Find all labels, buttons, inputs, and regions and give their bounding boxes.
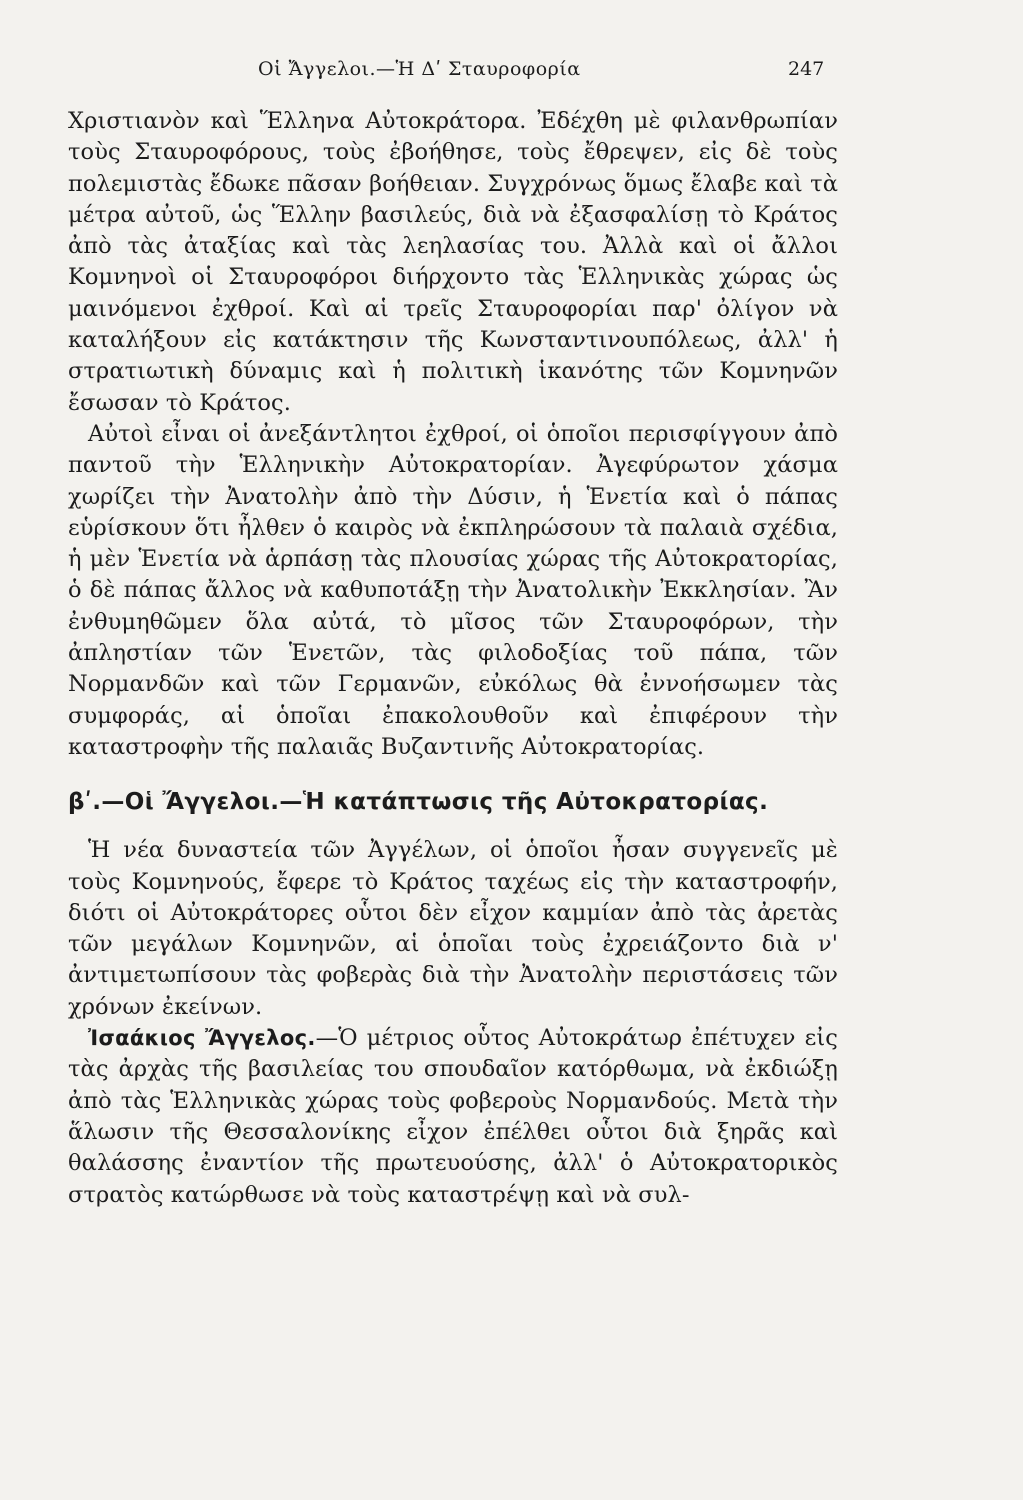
page-number: 247 (788, 58, 825, 80)
run-in-heading: Ἰσαάκιος Ἄγγελος. (88, 1026, 316, 1051)
paragraph-2: Αὐτοὶ εἶναι οἱ ἀνεξάντλητοι ἐχθροί, οἱ ὁποῖοι περισφίγγουν ἀπὸ παντοῦ τὴν Ἑλληνικὴν Αὐτοκρατορίαν. Ἀγεφύρωτον χάσμα χωρίζει τὴν Ἀνατολὴν ἀπὸ τὴν Δύσιν, ἡ Ἑνετία καὶ ὁ πάπας εὑρίσκουν ὅτι ἦλθεν ὁ καιρὸς νὰ ἐκπληρώσουν τὰ παλαιὰ σχέδια, ἡ μὲν Ἑνετία νὰ ἁρπάσῃ τὰς πλουσίας χώρας τῆς Αὐτοκρατορίας, ὁ δὲ πάπας ἄλλος νὰ καθυποτάξῃ τὴν Ἀνατολικὴν Ἐκκλησίαν. Ἂν ἐνθυμηθῶμεν ὅλα αὐτά, τὸ μῖσος τῶν Σταυροφόρων, τὴν ἀπληστίαν τῶν Ἑνετῶν, τὰς φιλοδοξίας τοῦ πάπα, τῶν Νορμανδῶν καὶ τῶν Γερμανῶν, εὐκόλως θὰ ἐννοήσωμεν τὰς συμφοράς, αἱ ὁποῖαι ἐπακολουθοῦν καὶ ἐπιφέρουν τὴν καταστροφὴν τῆς παλαιᾶς Βυζαντινῆς Αὐτοκρατορίας. (68, 420, 838, 760)
paragraph-3: Ἡ νέα δυναστεία τῶν Ἀγγέλων, οἱ ὁποῖοι ἦσαν συγγενεῖς μὲ τοὺς Κομνηνούς, ἔφερε τὸ Κράτος ταχέως εἰς τὴν καταστροφήν, διότι οἱ Αὐτοκράτορες οὗτοι δὲν εἶχον καμμίαν ἀπὸ τὰς ἀρετὰς τῶν μεγάλων Κομνηνῶν, αἱ ὁποῖαι τοὺς ἐχρειάζοντο διὰ ν' ἀντιμετωπίσουν τὰς φοβερὰς διὰ τὴν Ἀνατολὴν περιστάσεις τῶν χρόνων ἐκείνων. (68, 837, 838, 1020)
paragraph-4 (68, 1023, 838, 1211)
section-heading: βʹ.—Οἱ Ἄγγελοι.—Ἡ κατάπτωσις τῆς Αὐτοκρατορίας. (68, 789, 769, 816)
paragraph-1: Χριστιανὸν καὶ Ἕλληνα Αὐτοκράτορα. Ἐδέχθη μὲ φιλανθρωπίαν τοὺς Σταυροφόρους, τοὺς ἐβοήθησε, τοὺς ἔθρεψεν, εἰς δὲ τοὺς πολεμιστὰς ἔδωκε πᾶσαν βοήθειαν. Συγχρόνως ὅμως ἔλαβε καὶ τὰ μέτρα αὐτοῦ, ὡς Ἕλλην βασιλεύς, διὰ νὰ ἐξασφαλίσῃ τὸ Κράτος ἀπὸ τὰς ἀταξίας καὶ τὰς λεηλασίας του. Ἀλλὰ καὶ οἱ ἄλλοι Κομνηνοὶ οἱ Σταυροφόροι διήρχοντο τὰς Ἑλληνικὰς χώρας ὡς μαινόμενοι ἐχθροί. Καὶ αἱ τρεῖς Σταυροφορίαι παρ' ὀλίγον νὰ καταλήξουν εἰς κατάκτησιν τῆς Κωνσταντινουπόλεως, ἀλλ' ἡ στρατιωτικὴ δύναμις καὶ ἡ πολιτικὴ ἱκανότης τῶν Κομνηνῶν ἔσωσαν τὸ Κράτος. (68, 108, 838, 416)
paragraph-4-text: —Ὁ μέτριος οὗτος Αὐτοκράτωρ ἐπέτυχεν εἰς τὰς ἀρχὰς τῆς βασιλείας του σπουδαῖον κατόρθωμα, νὰ ἐκδιώξῃ ἀπὸ τὰς Ἑλληνικὰς χώρας τοὺς φοβεροὺς Νορμανδούς. Μετὰ τὴν ἅλωσιν τῆς Θεσσαλονίκης εἶχον ἐπέλθει οὗτοι διὰ ξηρᾶς καὶ θαλάσσης ἐναντίον τῆς πρωτευούσης, ἀλλ' ὁ Αὐτοκρατορικὸς στρατὸς κατώρθωσε νὰ τοὺς καταστρέψῃ καὶ νὰ συλ- (68, 1025, 838, 1208)
running-head (68, 50, 838, 90)
running-title: Οἱ Ἄγγελοι.—Ἡ Δʹ Σταυροφορία (258, 58, 581, 80)
book-page (68, 50, 838, 1211)
text-block-2 (68, 835, 838, 1211)
text-block-1 (68, 106, 838, 763)
